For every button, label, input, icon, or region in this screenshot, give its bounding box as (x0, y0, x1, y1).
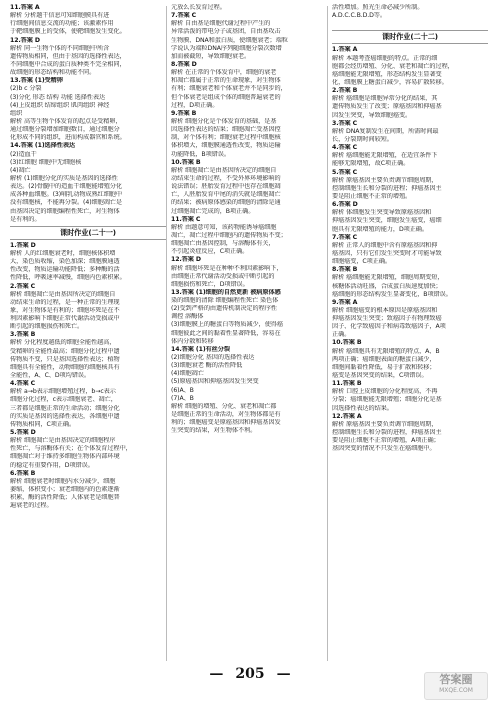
text-line: (2)细胞分化 基因的选择性表达 (171, 354, 255, 362)
text-line: 1.答案 A (332, 46, 358, 54)
text-line: 解析 正常人的细胞中含有原癌基因和抑 (332, 241, 438, 249)
text-line: 大，染色质收缩，染色加深；细胞膜通透 (10, 258, 120, 266)
text-line: 因选择性表达的结果。 (332, 404, 393, 412)
text-line: 5.答案 D (10, 429, 36, 437)
text-line: 抑癌基因发生突变；致癌因子有物理致癌 (332, 315, 442, 323)
text-line: 解析 细胞凋亡是由基因所决定的细胞自 (171, 166, 277, 174)
text-line: 3.答案 C (332, 119, 358, 127)
text-line: 亡，人胚胎发育中尾的消失就是细胞凋亡 (171, 191, 281, 199)
text-line: 于靶细胞膜上的受体，使靶细胞发生变化。 (10, 28, 126, 36)
text-line: 的结果；被病原体感染的细胞的清除是通 (171, 199, 281, 207)
text-line (332, 494, 488, 502)
watermark-sub: MXQE.COM (439, 687, 473, 694)
text-line: 体内分散和转移 (171, 337, 214, 345)
text-line: 断引起的细胞损伤和死亡。 (10, 323, 84, 331)
text-line: A.D.C.C.B.D.D等。 (332, 12, 386, 20)
text-line: 解析 细胞分化是个体发育的基础，是基 (171, 117, 277, 125)
text-line: 正确。 (332, 331, 351, 339)
text-line: 性改变，物质运输功能降低；多种酶的活 (10, 266, 120, 274)
text-line: 象，对生物体是有利的；细胞坏死是在不 (10, 306, 120, 314)
text-line: 14.答案 (1)选择性表达 (10, 142, 75, 150)
text-line: 要是阻止细胞不正常的增殖，A项正确； (332, 437, 440, 445)
text-line: 解析 原癌基因主要负责调节细胞周期， (332, 176, 438, 184)
text-line: 解析 自由基是细胞代谢过程中产生的 (171, 20, 271, 28)
text-line: 解析 本题考查癌细胞的特点。正常的细 (332, 54, 438, 62)
text-line: 8.答案 D (171, 60, 197, 68)
section-heading: 课时作业(二十一) (10, 226, 166, 240)
text-line: 1.答案 D (10, 241, 36, 249)
text-line: 细胞具有全能性，动物细胞的细胞核具有 (10, 363, 120, 371)
text-line: 2.答案 B (332, 87, 358, 95)
text-line: 解析 原癌基因主要负责调节细胞周期， (332, 420, 438, 428)
text-line: 故细胞的形态结构和功能不同。 (10, 69, 96, 77)
text-line: 是细胞正常的生命活动，对生物体都是有 (171, 411, 281, 419)
text-line: 癌细胞的形态结构发生显著变化，B项错误。 (332, 290, 452, 298)
text-line: 通过细胞分裂增加细胞数目，通过细胞分 (10, 126, 120, 134)
text-line (332, 453, 488, 461)
text-line: 解析 癌细胞能无限增殖，在适宜条件下 (332, 152, 438, 160)
text-line: 的稳定有重要作用，D项错误。 (10, 461, 94, 469)
text-line: 7.答案 C (332, 233, 358, 241)
text-line: 4.答案 C (332, 144, 358, 152)
text-line: 分裂；癌细胞能无限增殖；细胞分化是基 (332, 396, 442, 404)
text-line: 胞都会经历增殖、分化、衰老和凋亡的过程， (332, 62, 454, 70)
text-line (171, 444, 327, 452)
text-line: 2.答案 C (10, 282, 36, 290)
text-line: (2)受到严格的由遗传机制决定的程序性 (171, 305, 277, 313)
text-line: 8.答案 B (332, 266, 358, 274)
text-line: 10.答案 B (332, 339, 362, 347)
text-line: 没有细胞核，不能再分裂。(4)细胞凋亡是 (10, 199, 122, 207)
text-line: 解析 癌细胞能无限增殖，细胞周期变短， (332, 274, 444, 282)
text-line: 胞具有无限增殖的能力，D项正确。 (332, 225, 428, 233)
text-line: 不引起炎症反应，C项正确。 (171, 248, 249, 256)
text-line: 解析 细胞的增殖、分化、衰老和凋亡都 (171, 402, 277, 410)
text-line: 化形成不同的组织，进而构成器官和系统。 (10, 134, 126, 142)
text-line: 解析 DNA复制发生在间期，所需时间最 (332, 127, 439, 135)
text-line: 解析 细胞凋亡是由基因所决定的细胞自 (10, 290, 116, 298)
text-line: 12.答案 D (171, 256, 201, 264)
text-line: 凋亡，凋亡过程中细胞内的遗传物质不变； (171, 231, 287, 239)
text-line: (7)A、B (171, 394, 194, 402)
text-line: 萎缩，体积变小；衰老细胞内的色素逐渐 (10, 486, 120, 494)
text-line: (3)红细胞 细胞中无细胞核 (10, 158, 82, 166)
text-line: 控制细胞生长和分裂的进程；抑癌基因主 (332, 184, 442, 192)
text-line: (4)细胞凋亡 (171, 370, 204, 378)
text-line: (3)细胞衰老 酶的活性降低 (171, 362, 243, 370)
text-line: 异常活泼的带电分子或基团，自由基攻击 (171, 28, 281, 36)
text-line: 有利；细胞衰老和个体衰老并不是同步的， (171, 85, 287, 93)
text-line: 说法错误；胚胎发育过程中也存在细胞凋 (171, 183, 281, 191)
text-line: 活性增加。照光生命必减少所制。 (332, 4, 424, 11)
text-line: 解析 同一生物个体的不同细胞中所含 (10, 44, 110, 52)
watermark-logo (424, 672, 488, 700)
text-line: 细胞损伤和死亡，D项错误。 (171, 280, 249, 288)
text-line: 动结束生命的过程，不受外界环境影响的 (171, 174, 281, 182)
text-line: (2)造血干 (10, 150, 37, 158)
text-line: 表达。(2)骨髓中的造血干细胞能增殖分化 (10, 183, 122, 191)
text-line: 4.答案 C (10, 380, 36, 388)
text-line: 要是阻止细胞不正常的增殖。 (332, 192, 412, 200)
text-line: 解析 分化程度越低的细胞全能性越高， (10, 339, 116, 347)
text-line: 传物质相同，C项正确。 (10, 420, 76, 428)
text-line: 7.答案 C (171, 12, 197, 20)
text-line: (5)原癌基因和抑癌基因发生突变 (171, 378, 259, 386)
text-line: 解析 细胞衰老时细胞内水分减少，细胞 (10, 477, 116, 485)
text-line: 11.答案 B (332, 380, 362, 388)
text-line: 性降低，呼吸速率减慢，细胞内色素积累。 (10, 274, 126, 282)
text-line: 基因突变的情况不只发生在癌细胞中。 (332, 445, 436, 453)
text-line: 解析 细胞坏死是在种种不利因素影响下， (171, 264, 283, 272)
text-line: 组织 (10, 109, 23, 117)
text-line: 染的细胞的清除 细胞编程性死亡 染色体 (171, 297, 279, 305)
text-line: 12.答案 D (10, 36, 40, 44)
text-line: 细胞彼此之间的黏着性显著降低，容易在 (171, 329, 281, 337)
text-line: (6)A、B (171, 386, 194, 394)
text-line: (4)上皮组织 结缔组织 肌肉组织 神经 (10, 101, 110, 109)
text-line: 核糖体活动旺盛，合成蛋白质速度加快； (332, 282, 442, 290)
text-line: 能够无限增殖，故C项正确。 (332, 160, 410, 168)
text-line: (3)分化 形态 结构 功能 选择性表达 (10, 93, 106, 101)
text-line: 成各种血细胞。(3)哺乳动物成熟红细胞中 (10, 191, 122, 199)
text-line (332, 20, 488, 28)
text-line: 行细胞间信息交流的功能；该激素作用 (10, 20, 114, 28)
text-line: 因子、化学致癌因子和病毒致癌因子，A项 (332, 323, 446, 331)
section-heading: 课时作业(二十二) (332, 30, 488, 44)
column-divider (166, 6, 167, 661)
text-line: 解析 高等生物个体发育的起点是受精卵， (10, 117, 122, 125)
text-line: 动结束生命的过程，是一种正常的生理现 (10, 298, 120, 306)
text-line: 解析 口腔上皮细胞的分化程度高，不再 (332, 388, 438, 396)
text-line: 解析 细胞凋亡是由基因决定的细胞程序 (10, 437, 116, 445)
watermark-main: 答案圈 (439, 673, 473, 686)
text-line: (4)凋亡 (10, 166, 31, 174)
text-line: 癌变是基因突变的结果，C项错误。 (332, 372, 428, 380)
text-line: 解析 癌细胞具有无限增殖的特点，A、B (332, 347, 440, 355)
text-line: 体积增大，细胞膜通透性改变，物质运输 (171, 142, 281, 150)
text-line: 由基因决定的细胞编程性死亡，对生物体 (10, 207, 120, 215)
text-line (171, 468, 327, 476)
text-line: 6.答案 D (332, 201, 358, 209)
text-line: 过细胞凋亡完成的，B项正确。 (171, 207, 255, 215)
text-line: 受精卵的全能性最高；细胞分化过程中遗 (10, 347, 120, 355)
text-line: 是有利的。 (10, 215, 41, 223)
text-line: 细胞分化过程，c表示细胞衰老、凋亡， (10, 396, 117, 404)
text-line: 功能降低，B项错误。 (171, 150, 230, 158)
text-line: 性死亡，与溶酶体有关；在个体发育过程中， (10, 445, 132, 453)
text-line: 生物膜、DNA和蛋白质，使细胞衰老；端粒 (171, 36, 288, 44)
page-number-text: 205 (235, 666, 265, 682)
text-line: 不同细胞中合成的蛋白质种类不完全相同， (10, 60, 126, 68)
text-line: 因发生突变，导致细胞癌变。 (332, 111, 412, 119)
text-line (171, 452, 327, 460)
text-line: 遍衰老的过程。 (10, 502, 53, 510)
column-right (332, 4, 488, 664)
text-line (332, 478, 488, 486)
text-line: 9.答案 B (171, 109, 197, 117)
text-line: 控制细胞生长和分裂的进程，抑癌基因主 (332, 429, 442, 437)
text-line: 细胞凋亡对于维持多细胞生物体内部环境 (10, 453, 120, 461)
text-line (332, 470, 488, 478)
page-number: — 205 — (209, 666, 291, 682)
text-line: 和凋亡都属于正常的生命现象，对生物体 (171, 77, 281, 85)
text-line: 元放么长发育过程。 (171, 4, 226, 11)
text-line: 遗传物质发生了改变；原癌基因和抑癌基 (332, 103, 442, 111)
text-line: 3.答案 B (10, 331, 36, 339)
text-line: 细胞癌变，C项正确。 (332, 258, 392, 266)
text-line: 解析 在正常的个体发育中，细胞的衰老 (171, 69, 277, 77)
text-line: 积累，酶的活性降低；人体衰老是细胞普 (10, 494, 120, 502)
text-line: 传物质不变，只是基因选择性表达；植物 (10, 355, 120, 363)
column-divider (327, 6, 328, 661)
text-line: 12.答案 A (332, 412, 362, 420)
text-line: 解析 a→b表示细胞增殖过程，b→c表示 (10, 388, 116, 396)
text-line: 解析 人的红细胞衰老时，细胞核体积增 (10, 249, 116, 257)
text-line (332, 486, 488, 494)
text-line: 加而被截短，导致细胞衰老。 (171, 52, 251, 60)
text-line: 长，分裂期时间较短。 (332, 135, 393, 143)
text-line: 解析 分析题干信息可知细胞膜具有进 (10, 12, 110, 20)
text-line: 癌基因，只有它们发生突变时才可能导致 (332, 249, 442, 257)
text-line: 利的；细胞癌变是原癌基因和抑癌基因发 (171, 419, 281, 427)
text-line (332, 462, 488, 470)
text-line: 利因素影响下细胞正常代谢活动受损或中 (10, 315, 120, 323)
text-line: 解析 细胞癌变的根本原因是原癌基因和 (332, 306, 438, 314)
text-line: 6.答案 B (10, 469, 36, 477)
text-line: 过程，D项正确。 (171, 101, 219, 109)
text-line: 解析 癌细胞是细胞异常分化的结果，其 (332, 95, 438, 103)
column-left (10, 4, 166, 664)
text-line: 细胞间黏着性降低，易于扩散和转移； (332, 363, 436, 371)
text-line: 化，细胞膜上糖蛋白减少，容易扩散转移。 (332, 78, 448, 86)
text-line: 调控 溶酶体 (171, 313, 204, 321)
text-line: 因选择性表达的结果；细胞凋亡受基因控 (171, 126, 281, 134)
text-line: 解析 体细胞发生突变导致原癌基因和 (332, 209, 432, 217)
text-line: 抑癌基因发生突变，细胞发生癌变，癌细 (332, 217, 442, 225)
text-line: 遗传物质相同，但由于基因的选择性表达， (10, 52, 126, 60)
text-line: 全能性，A、C、D项均错误。 (10, 372, 90, 380)
text-line: 5.答案 C (332, 168, 358, 176)
text-line: 9.答案 A (332, 298, 358, 306)
text-line: (2)b c 分裂 (10, 85, 42, 93)
text-line: 癌细胞能无限增殖，形态结构发生显著变 (332, 70, 442, 78)
text-line: 两项正确；癌细胞表面的糖蛋白减少， (332, 355, 436, 363)
text-line: 11.答案 A (10, 4, 40, 11)
text-line: 制，对个体有利；细胞衰老过程中细胞核 (171, 134, 281, 142)
text-line: 学说认为端粒DNA序列随细胞分裂次数增 (171, 44, 282, 52)
text-line: (3)细胞膜上的糖蛋白等物质减少，使得癌 (171, 321, 283, 329)
text-line: 三者都是细胞正常的生命活动；细胞分化 (10, 404, 120, 412)
text-line (171, 435, 327, 443)
text-line (171, 460, 327, 468)
text-line: 13.答案 (1)细胞的自然更新 被病原体感 (171, 288, 281, 296)
text-line: 10.答案 B (171, 158, 201, 166)
text-line: 14.答案 (1)有丝分裂 (171, 345, 230, 353)
text-line: 13.答案 (1)受精卵 (10, 77, 63, 85)
text-line: 由细胞正常代谢活动受损或中断引起的 (171, 272, 275, 280)
text-line: 细胞凋亡由基因控制，与溶酶体有关， (171, 240, 275, 248)
text-line: 11.答案 C (171, 215, 201, 223)
text-line: 解析 由题意可知，该药物能诱导癌细胞 (171, 223, 277, 231)
text-line: 的实质是基因的选择性表达，各细胞中遗 (10, 412, 120, 420)
text-line: 解析 (1)细胞分化的实质是基因的选择性 (10, 174, 118, 182)
text-line: 但个体衰老是组成个体的细胞普遍衰老的 (171, 93, 281, 101)
column-middle (171, 4, 327, 664)
text-line: 生突变的结果，对生物体不利。 (171, 427, 257, 435)
